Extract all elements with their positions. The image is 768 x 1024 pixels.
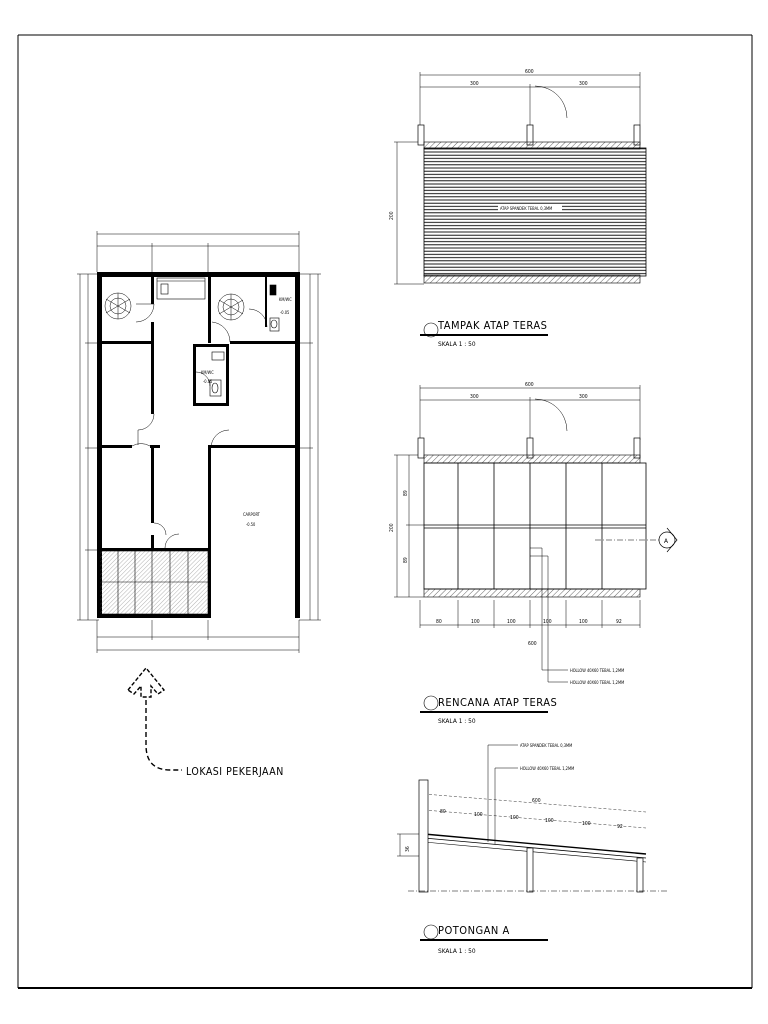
section-roof	[424, 834, 646, 862]
top-note: ATAP SPANDEK TEBAL 0,3MM	[500, 206, 553, 211]
section-dim: 100	[510, 815, 519, 821]
plan-dim-side-a: 89	[403, 490, 409, 496]
top-view-roof-sheets	[424, 148, 646, 276]
roof-plan-view	[389, 382, 677, 725]
plan-bottom-dim: 100	[543, 619, 552, 625]
plan-dim-left: 300	[470, 394, 479, 400]
top-title: TAMPAK ATAP TERAS	[438, 319, 548, 332]
section-leaders	[488, 745, 518, 844]
roof-top-view	[389, 69, 646, 348]
section-dim: 100	[474, 812, 483, 818]
carport-label: CARPORT	[243, 512, 260, 517]
section-dim-height: 36	[405, 846, 411, 852]
plan-note-2: HOLLOW 40X60 TEBAL 1,2MM	[570, 680, 625, 685]
section-dim: 100	[582, 821, 591, 827]
plan-dim-right: 300	[579, 394, 588, 400]
section-title: POTONGAN A	[438, 924, 510, 937]
top-view-wall-bottom	[424, 275, 640, 283]
section-note-1: ATAP SPANDEK TEBAL 0,3MM	[520, 743, 573, 748]
plan-bottom-dim: 100	[507, 619, 516, 625]
plan-bottom-total: 600	[528, 641, 537, 647]
bath2-level: -0.05	[203, 379, 213, 384]
toilet-icon	[270, 285, 279, 331]
bath1-level: -0.05	[280, 310, 290, 315]
plan-bottom-dim: 92	[616, 619, 622, 625]
top-view-wall-top	[424, 142, 640, 149]
plan-bottom-dim: 80	[436, 619, 442, 625]
plan-view-wall-bottom	[424, 589, 640, 597]
section-marker	[659, 528, 677, 552]
plan-view-wall-top	[424, 455, 640, 463]
bath1-label: KM/WC	[279, 297, 292, 302]
plan-view-frame	[424, 463, 646, 589]
plan-dim-side-b: 89	[403, 557, 409, 563]
plan-dim-total: 600	[525, 382, 534, 388]
bath2-label: KM/WC	[201, 370, 214, 375]
plan-bottom-dim: 100	[471, 619, 480, 625]
section-view	[397, 743, 668, 955]
top-dim-left: 300	[470, 81, 479, 87]
location-label: LOKASI PEKERJAAN	[186, 766, 284, 778]
plan-dim-side: 200	[389, 523, 395, 532]
plan-terrace	[100, 551, 208, 614]
section-dim-total: 600	[532, 798, 541, 804]
plant-icon	[218, 294, 244, 320]
section-marker-label: A	[664, 537, 668, 545]
plan-title: RENCANA ATAP TERAS	[438, 696, 558, 709]
section-note-2: HOLLOW 40X60 TEBAL 1,2MM	[520, 766, 575, 771]
title-bullet	[424, 925, 438, 939]
plan-bottom-dim: 100	[579, 619, 588, 625]
top-dim-total: 600	[525, 69, 534, 75]
title-bullet	[424, 696, 438, 710]
carport-level: -0.50	[246, 522, 256, 527]
plan-kitchen-counter	[157, 278, 205, 299]
plan-note-1: HOLLOW 40X60 TEBAL 1,2MM	[570, 668, 625, 673]
plan-scale: SKALA 1 : 50	[438, 717, 476, 725]
section-dim: 92	[617, 824, 623, 830]
location-arrow	[128, 668, 182, 770]
top-dim-side: 200	[389, 211, 395, 220]
plan-leader-lines	[530, 548, 568, 682]
section-dim: 80	[440, 809, 446, 815]
plant-icon	[105, 293, 131, 319]
floor-plan	[77, 231, 321, 653]
section-scale: SKALA 1 : 50	[438, 947, 476, 955]
section-dim: 100	[545, 818, 554, 824]
top-scale: SKALA 1 : 50	[438, 340, 476, 348]
top-dim-right: 300	[579, 81, 588, 87]
